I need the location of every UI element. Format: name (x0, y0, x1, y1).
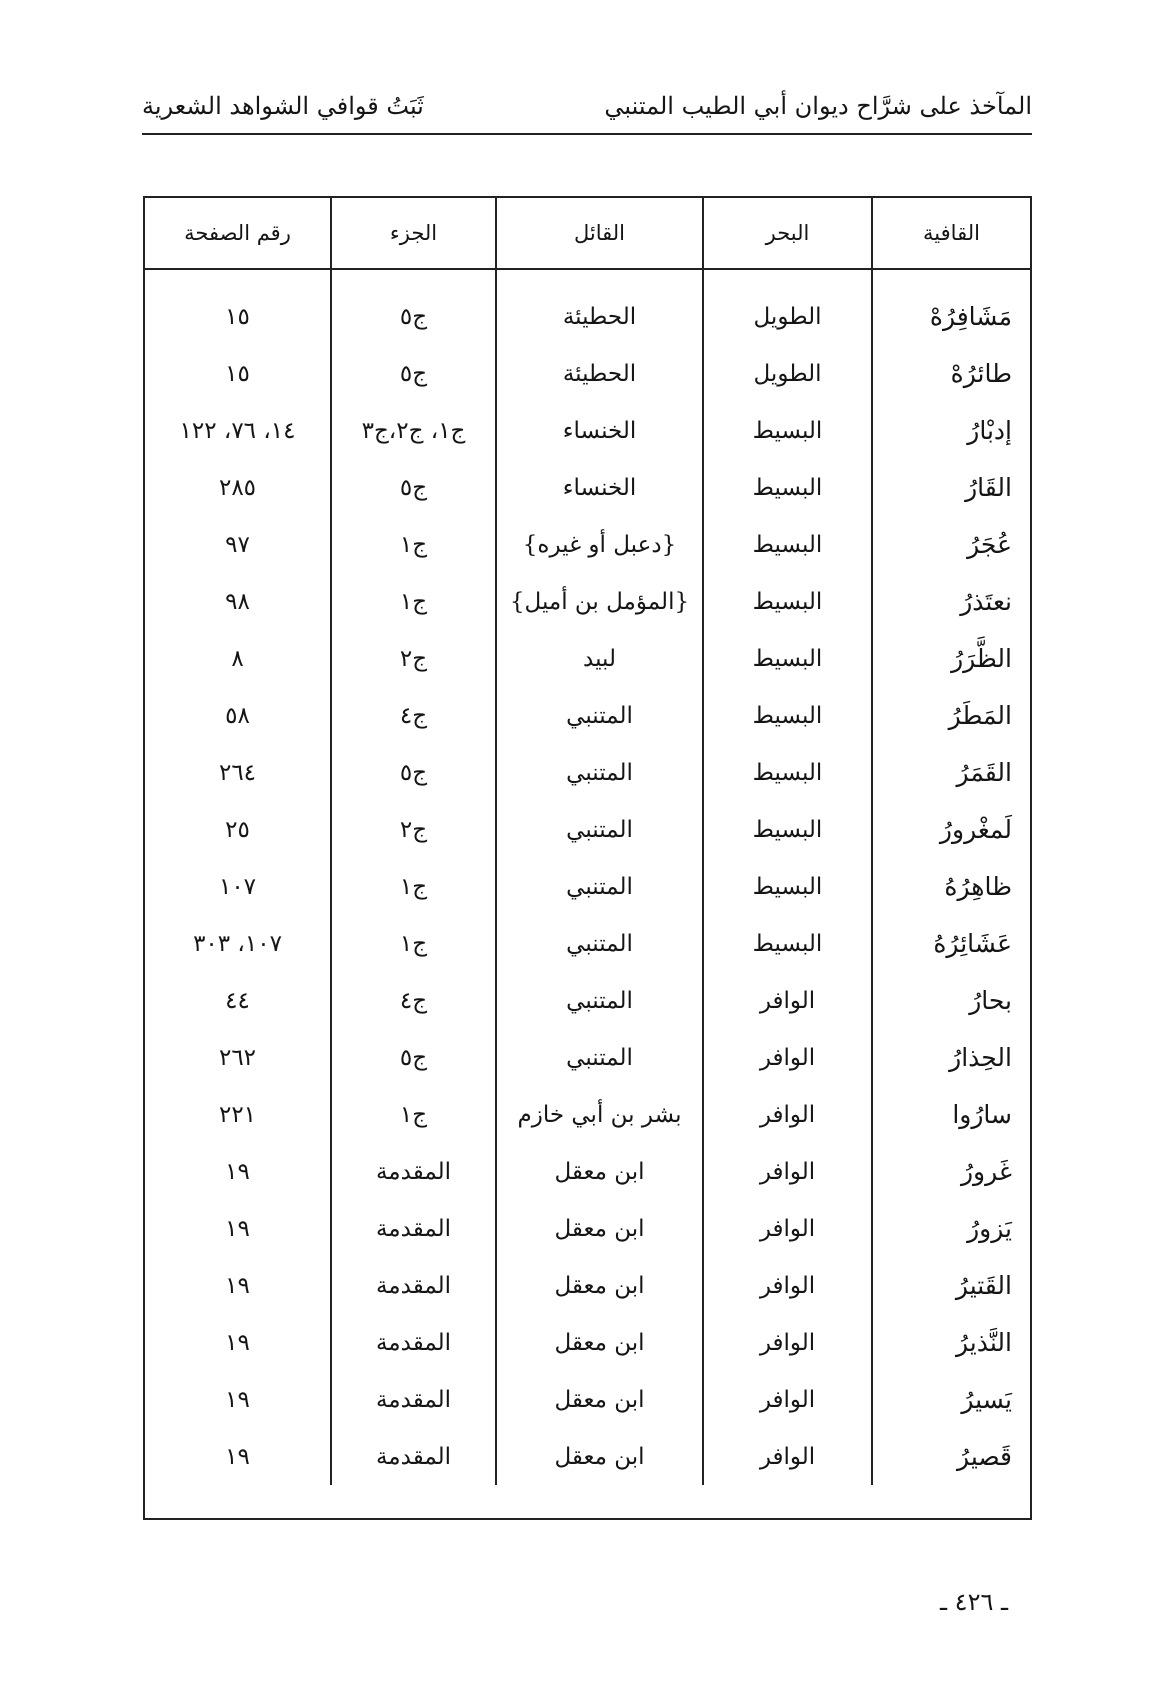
table-row (145, 1143, 1030, 1200)
cell-page: ٢٥ (225, 816, 250, 843)
cell-qail: ابن معقل (496, 1371, 703, 1428)
cell-bahr: الوافر (703, 972, 872, 1029)
cell-page: ١٥ (225, 360, 250, 387)
cell-bahr: الوافر (703, 1314, 872, 1371)
cell-qafia: الحِذارُ (872, 1029, 1030, 1086)
cell-qafia: غَرورُ (872, 1143, 1030, 1200)
cell-page: ٩٧ (225, 531, 250, 558)
table-row (145, 858, 1030, 915)
cell-qail: لبيد (496, 630, 703, 687)
cell-bahr: البسيط (703, 459, 872, 516)
table-row (145, 972, 1030, 1029)
rhymes-table-frame (143, 196, 1032, 1520)
cell-bahr: الوافر (703, 1428, 872, 1485)
cell-page: ١٩ (225, 1215, 250, 1242)
cell-bahr: البسيط (703, 744, 872, 801)
cell-qail: الحطيئة (496, 345, 703, 402)
cell-qafia: طائرُهْ (872, 345, 1030, 402)
column-header-qail: القائل (496, 198, 703, 269)
cell-qail: المتنبي (496, 858, 703, 915)
column-header-juz: الجزء (331, 198, 496, 269)
rhymes-table (145, 198, 1030, 1485)
cell-juz: ج٥ (331, 459, 496, 516)
cell-qail: {دعبل أو غيره} (496, 516, 703, 573)
table-row (145, 516, 1030, 573)
cell-qafia: المَطَرُ (872, 687, 1030, 744)
cell-juz: المقدمة (331, 1428, 496, 1485)
cell-qail: المتنبي (496, 744, 703, 801)
cell-page: ٢٦٤ (218, 759, 257, 786)
cell-bahr: البسيط (703, 516, 872, 573)
cell-qail: ابن معقل (496, 1314, 703, 1371)
table-row (145, 1428, 1030, 1485)
cell-page: ١٠٧، ٣٠٣ (193, 930, 282, 957)
cell-page: ١٩ (225, 1329, 250, 1356)
cell-page: ٢٦٢ (218, 1044, 257, 1071)
cell-qafia: مَشَافِرُهْ (872, 269, 1030, 345)
cell-qail: الخنساء (496, 402, 703, 459)
cell-bahr: البسيط (703, 687, 872, 744)
table-row (145, 1257, 1030, 1314)
table-row (145, 687, 1030, 744)
cell-bahr: الوافر (703, 1086, 872, 1143)
cell-bahr: الوافر (703, 1029, 872, 1086)
cell-qail: المتنبي (496, 915, 703, 972)
cell-juz: ج١ (331, 573, 496, 630)
cell-page: ١٩ (225, 1158, 250, 1185)
cell-bahr: البسيط (703, 801, 872, 858)
cell-qail: ابن معقل (496, 1428, 703, 1485)
cell-page: ٢٢١ (218, 1101, 257, 1128)
cell-qail: الخنساء (496, 459, 703, 516)
table-row (145, 630, 1030, 687)
page-number: ـ ٤٢٦ ـ (940, 1588, 1009, 1616)
book-title: المآخذ على شرَّاح ديوان أبي الطيب المتنبي (604, 92, 1032, 120)
cell-qafia: عَشَائِرُهُ (872, 915, 1030, 972)
table-row (145, 1086, 1030, 1143)
cell-bahr: البسيط (703, 915, 872, 972)
cell-qafia: النَّذيرُ (872, 1314, 1030, 1371)
cell-qafia: الظَّرَرُ (872, 630, 1030, 687)
table-row (145, 1314, 1030, 1371)
header-rule (142, 133, 1032, 135)
cell-qafia: إدبْارُ (872, 402, 1030, 459)
cell-juz: ج١ (331, 516, 496, 573)
cell-bahr: الوافر (703, 1257, 872, 1314)
cell-page: ١٩ (225, 1386, 250, 1413)
column-header-qafia: القافية (872, 198, 1030, 269)
cell-juz: ج١ (331, 915, 496, 972)
table-row (145, 744, 1030, 801)
table-row (145, 1029, 1030, 1086)
cell-qail: {المؤمل بن أميل} (496, 573, 703, 630)
cell-qafia: القَتيرُ (872, 1257, 1030, 1314)
cell-juz: ج٤ (331, 972, 496, 1029)
table-row (145, 915, 1030, 972)
table-row (145, 1200, 1030, 1257)
column-header-page: رقم الصفحة (145, 198, 331, 269)
cell-juz: المقدمة (331, 1143, 496, 1200)
cell-qail: ابن معقل (496, 1257, 703, 1314)
table-row (145, 345, 1030, 402)
table-row (145, 801, 1030, 858)
cell-bahr: البسيط (703, 402, 872, 459)
cell-qafia: بحارُ (872, 972, 1030, 1029)
cell-qafia: سارُوا (872, 1086, 1030, 1143)
table-row (145, 402, 1030, 459)
cell-page: ١٤، ٧٦، ١٢٢ (179, 417, 296, 444)
cell-juz: ج٢ (331, 630, 496, 687)
cell-qafia: القَارُ (872, 459, 1030, 516)
cell-bahr: الوافر (703, 1143, 872, 1200)
cell-qail: بشر بن أبي خازم (496, 1086, 703, 1143)
table-row (145, 459, 1030, 516)
cell-qail: المتنبي (496, 687, 703, 744)
cell-bahr: البسيط (703, 630, 872, 687)
cell-juz: المقدمة (331, 1371, 496, 1428)
cell-juz: ج٥ (331, 345, 496, 402)
cell-qafia: قَصيرُ (872, 1428, 1030, 1485)
cell-juz: ج٤ (331, 687, 496, 744)
cell-page: ١٩ (225, 1443, 250, 1470)
cell-qafia: نعتَذرُ (872, 573, 1030, 630)
cell-qail: المتنبي (496, 1029, 703, 1086)
cell-page: ٨ (231, 645, 244, 672)
cell-bahr: البسيط (703, 858, 872, 915)
cell-juz: المقدمة (331, 1314, 496, 1371)
table-header-row (145, 198, 1030, 269)
cell-page: ٥٨ (225, 702, 250, 729)
cell-qail: المتنبي (496, 972, 703, 1029)
cell-qafia: يَزورُ (872, 1200, 1030, 1257)
cell-juz: ج١، ج٢،ج٣ (331, 402, 496, 459)
cell-juz: ج٢ (331, 801, 496, 858)
cell-bahr: الوافر (703, 1200, 872, 1257)
cell-juz: ج١ (331, 1086, 496, 1143)
cell-juz: المقدمة (331, 1257, 496, 1314)
cell-qail: المتنبي (496, 801, 703, 858)
running-header (142, 92, 1032, 132)
cell-qail: ابن معقل (496, 1200, 703, 1257)
column-header-bahr: البحر (703, 198, 872, 269)
cell-page: ١٠٧ (218, 873, 257, 900)
table-row (145, 1371, 1030, 1428)
cell-qafia: لَمغْرورُ (872, 801, 1030, 858)
cell-qafia: القَمَرُ (872, 744, 1030, 801)
section-title: ثَبَتُ قوافي الشواهد الشعرية (142, 92, 424, 120)
cell-qafia: ظاهِرُهُ (872, 858, 1030, 915)
cell-page: ٩٨ (225, 588, 250, 615)
cell-bahr: الوافر (703, 1371, 872, 1428)
cell-qafia: عُجَرُ (872, 516, 1030, 573)
cell-bahr: الطويل (703, 345, 872, 402)
cell-qail: ابن معقل (496, 1143, 703, 1200)
table-row (145, 269, 1030, 345)
cell-page: ٢٨٥ (218, 474, 257, 501)
cell-juz: ج١ (331, 858, 496, 915)
cell-juz: ج٥ (331, 744, 496, 801)
cell-juz: المقدمة (331, 1200, 496, 1257)
cell-qail: الحطيئة (496, 269, 703, 345)
cell-bahr: الطويل (703, 269, 872, 345)
table-row (145, 573, 1030, 630)
cell-page: ١٥ (225, 303, 250, 330)
cell-juz: ج٥ (331, 1029, 496, 1086)
cell-page: ٤٤ (225, 987, 250, 1014)
cell-juz: ج٥ (331, 269, 496, 345)
cell-qafia: يَسيرُ (872, 1371, 1030, 1428)
cell-bahr: البسيط (703, 573, 872, 630)
cell-page: ١٩ (225, 1272, 250, 1299)
